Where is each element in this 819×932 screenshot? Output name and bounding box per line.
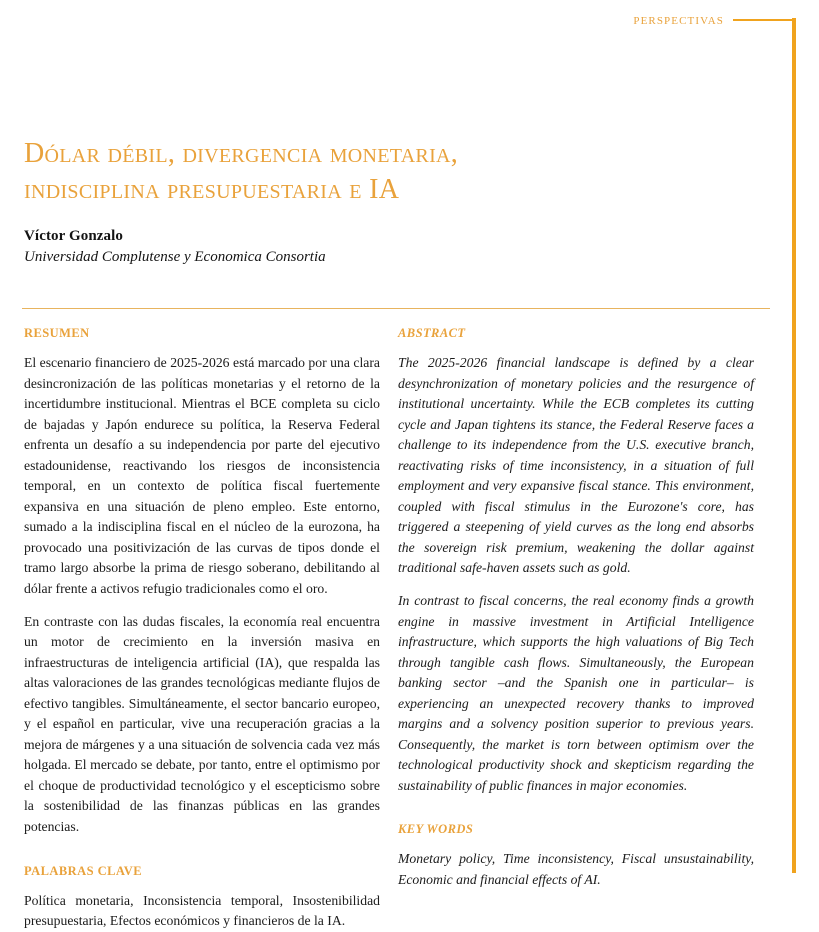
column-english	[398, 326, 754, 932]
palabras-clave-text: Política monetaria, Inconsistencia temporal, Insostenibilidad presupuestaria, Efectos económicos y financieros de la IA.	[24, 892, 380, 929]
abstract-paragraph: In contrast to fiscal concerns, the real economy finds a growth engine in massive investment in Artificial Intelligence infrastructure, which supports the high valuations of Big Tech through tangible cash flows. Simultaneously, the European banking sector –and the Spanish one in particular– is experiencing an unexpected recovery thanks to improved margins and a solvency position superior to previous years. Consequently, the market is torn between optimism over the technological productivity shock and skepticism regarding the sustainability of public finances in major economies.	[398, 593, 754, 793]
title-block	[24, 136, 664, 208]
author-affiliation: Universidad Complutense y Economica Consortia	[24, 249, 326, 265]
resumen-paragraph: El escenario financiero de 2025-2026 está marcado por una clara desincronización de las políticas monetarias y el retorno de la incertidumbre institucional. Mientras el BCE completa su ciclo de bajadas y Japón endurece su política, la Reserva Federal enfrenta un desafío a su independencia por parte del ejecutivo estadounidense, reactivando los riesgos de inconsistencia temporal, en un contexto de política fiscal fuertemente expansiva en una situación de pleno empleo. Este entorno, sumado a la indisciplina fiscal en el núcleo de la eurozona, ha provocado una positivización de las curvas de tipos donde el tramo largo absorbe la prima de riesgo soberano, debilitando al dólar frente a activos refugio tradicionales como el oro.	[24, 355, 380, 597]
key-words-heading: KEY WORDS	[398, 822, 474, 837]
author-block	[24, 228, 524, 266]
resumen-paragraph: En contraste con las dudas fiscales, la economía real encuentra un motor de crecimiento en la inversión masiva en infraestructuras de inteligencia artificial (IA), que respalda las altas valoraciones de las grandes tecnológicas mediante flujos de efectivo tangibles. Simultáneamente, el sector bancario europeo, y el español en particular, vive una recuperación gracias a la mejora de márgenes y a una situación de solvencia cada vez más holgada. El mercado se debate, por tanto, entre el optimismo por el choque de productividad tecnológico y el escepticismo sobre la sostenibilidad de las finanzas públicas en las grandes potencias.	[24, 613, 380, 835]
section-divider	[22, 308, 770, 309]
abstract-heading: ABSTRACT	[398, 326, 466, 340]
running-head-rule	[733, 19, 795, 21]
page-title-line-2: indisciplina presupuestaria e IA	[24, 173, 400, 205]
page-edge-rule	[792, 18, 796, 873]
author-name: Víctor Gonzalo	[24, 228, 124, 244]
abstract-paragraph: The 2025-2026 financial landscape is defined by a clear desynchronization of monetary policies and the resurgence of institutional uncertainty. While the ECB completes its cutting cycle and Japan tightens its stance, the Federal Reserve faces a challenge to its independence from the U.S. executive branch, reactivating risks of time inconsistency, in a situation of full employment and very expansive fiscal stance. This environment, coupled with fiscal stimulus in the Eurozone's core, has triggered a steepening of yield curves as the long end absorbs the sovereign risk premium, weakening the dollar against traditional safe-haven assets such as gold.	[398, 355, 754, 576]
column-spanish	[24, 326, 380, 932]
running-head	[0, 8, 795, 32]
abstract-columns	[24, 326, 770, 932]
key-words-text: Monetary policy, Time inconsistency, Fiscal unsustainability, Economic and financial effects of AI.	[398, 851, 754, 888]
page-title	[24, 136, 664, 208]
running-head-label: perspectivas	[633, 11, 724, 28]
page-title-line-1: Dólar débil, divergencia monetaria,	[24, 138, 459, 169]
resumen-heading: RESUMEN	[24, 326, 90, 340]
palabras-clave-heading: PALABRAS CLAVE	[24, 863, 143, 878]
